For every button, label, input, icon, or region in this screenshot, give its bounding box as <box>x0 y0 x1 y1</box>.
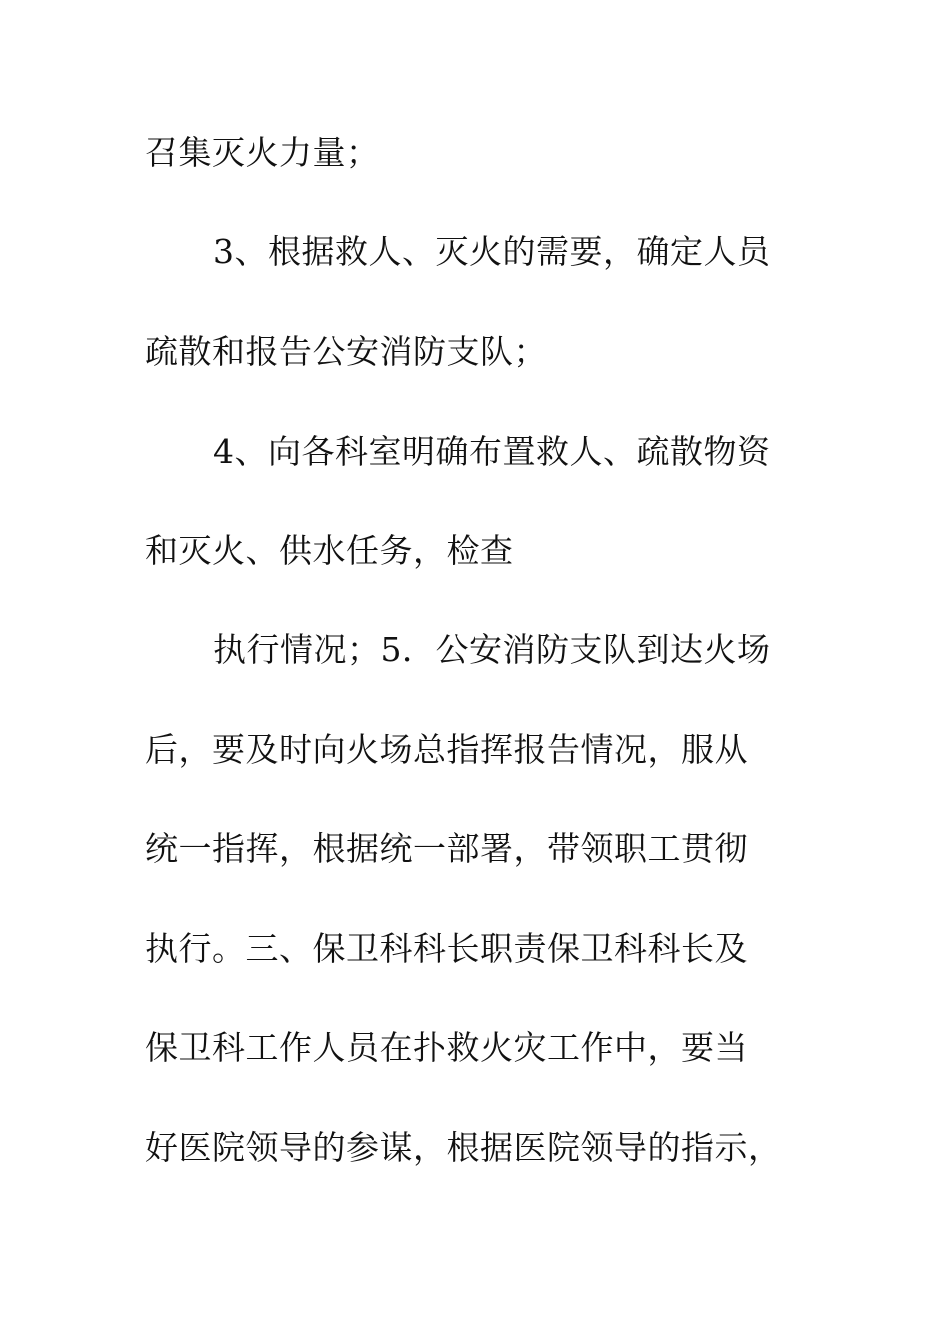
text-line: 执行情况；5．公安消防支队到达火场 <box>213 630 771 669</box>
text-line: 3、根据救人、灭火的需要，确定人员 <box>213 232 771 271</box>
text-line: 保卫科工作人员在扑救火灾工作中，要当 <box>145 1028 748 1067</box>
text-line: 执行。三、保卫科科长职责保卫科科长及 <box>145 929 748 968</box>
text-line: 疏散和报告公安消防支队； <box>145 332 547 371</box>
text-line: 召集灭火力量； <box>145 133 380 172</box>
text-line: 统一指挥，根据统一部署，带领职工贯彻 <box>145 829 748 868</box>
text-line: 和灭火、供水任务，检查 <box>145 531 514 570</box>
text-line: 好医院领导的参谋，根据医院领导的指示， <box>145 1128 782 1167</box>
text-line: 后，要及时向火场总指挥报告情况，服从 <box>145 730 748 769</box>
text-line: 4、向各科室明确布置救人、疏散物资 <box>213 432 771 471</box>
